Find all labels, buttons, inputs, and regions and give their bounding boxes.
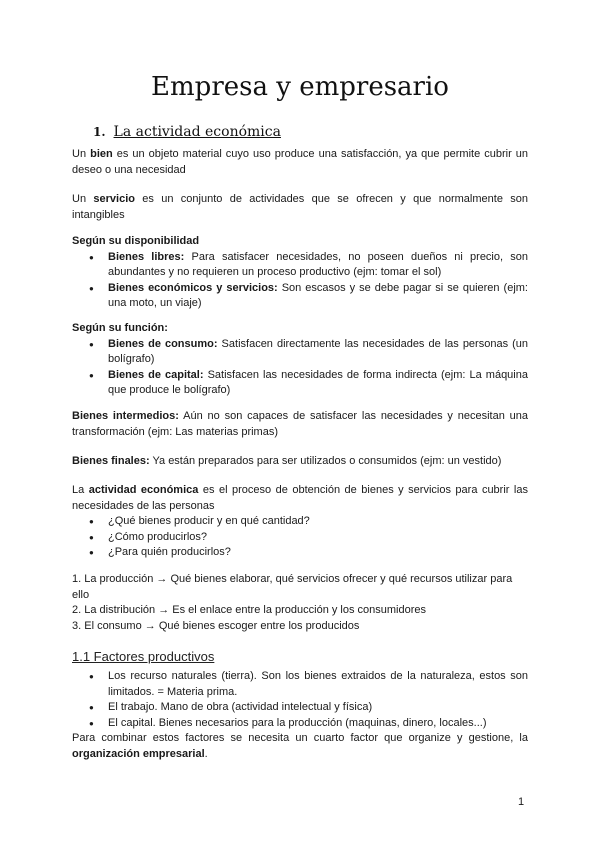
list-item: ● ¿Para quién producirlos? (72, 545, 528, 561)
numbered-item: 2. La distribución → Es el enlace entre la producción y los consumidores (72, 604, 427, 616)
text-run: Son escasos y se debe pagar si se quieren (ejm: una moto, un viaje) (108, 281, 528, 309)
bold-term: actividad económica (88, 484, 199, 496)
numbered-list (72, 572, 528, 634)
paragraph-bien (72, 147, 528, 178)
numbered-item: 3. El consumo → Qué bienes escoger entre los producidos (72, 619, 360, 632)
bullet-list-funcion (72, 337, 528, 399)
list-item: ● ¿Cómo producirlos? (72, 530, 528, 546)
bold-term: servicio (93, 193, 135, 205)
bold-term: Bienes intermedios: (72, 410, 179, 422)
bold-term: Bienes de consumo: (108, 337, 218, 350)
bold-term: Bienes finales: (72, 455, 150, 467)
bullet-list-questions (72, 514, 528, 561)
bold-term: bien (90, 148, 113, 160)
funcion-block (72, 321, 528, 399)
text-run: es un conjunto de actividades que se ofrecen y que normalmente son intangibles (72, 193, 528, 221)
section-heading-1 (93, 122, 281, 142)
list-item (72, 368, 528, 399)
text-run: Un (72, 193, 94, 205)
actividad-block (72, 483, 528, 561)
subheading-disponibilidad: Según su disponibilidad (72, 235, 200, 247)
subheading-funcion: Según su función: (72, 322, 168, 334)
paragraph-intermedios (72, 409, 528, 440)
text-run: es el proceso de obtención de bienes y servicios para cubrir las necesidades de las personas (72, 484, 528, 512)
page-title: Empresa y empresario (151, 72, 449, 102)
bold-term: Bienes libres: (108, 250, 185, 263)
text-run: La (72, 484, 89, 496)
text-run: es un objeto material cuyo uso produce una satisfacción, ya que permite cubrir un deseo o una necesidad (72, 148, 528, 176)
paragraph-combinar (72, 731, 528, 762)
text-run: Ya están preparados para ser utilizados o consumidos (ejm: un vestido) (149, 455, 502, 467)
bullet-list-disponibilidad (72, 250, 528, 312)
list-item (72, 281, 528, 312)
list-item: ● El trabajo. Mano de obra (actividad intelectual y física) (72, 700, 528, 716)
text-run: Satisfacen directamente las necesidades de las personas (un bolígrafo) (108, 337, 528, 365)
paragraph-finales (72, 454, 528, 470)
section-number: 1. (93, 125, 106, 139)
bold-term: Bienes de capital: (108, 368, 204, 381)
section-heading-1-1: 1.1 Factores productivos (72, 649, 215, 664)
text-run: Satisfacen las necesidades de forma indirecta (ejm: La máquina que produce le bolígrafo) (108, 368, 528, 396)
page-number: 1 (518, 796, 525, 808)
factores-block (72, 669, 528, 762)
disponibilidad-block (72, 234, 528, 312)
list-item (72, 250, 528, 281)
list-item: ● Los recurso naturales (tierra). Son los bienes extraidos de la naturaleza, estos son limitados. = Materia prima. (72, 669, 528, 700)
text-run: Para combinar estos factores se necesita un cuarto factor que organize y gestione, la (72, 732, 528, 744)
paragraph-actividad (72, 483, 528, 514)
text-run: Aún no son capaces de satisfacer las necesidades y necesitan una transformación (ejm: Las materias primas) (72, 410, 529, 438)
bold-term: organización empresarial (72, 747, 205, 760)
text-run: Un (72, 148, 91, 160)
section-title: La actividad económica (113, 124, 281, 140)
numbered-item: 1. La producción → Qué bienes elaborar, qué servicios ofrecer y qué recursos utilizar para ello (72, 573, 513, 601)
list-item: ● El capital. Bienes necesarios para la producción (maquinas, dinero, locales...) (72, 716, 528, 732)
list-item: ● ¿Qué bienes producir y en qué cantidad? (72, 514, 528, 530)
text-run: . (204, 747, 208, 760)
paragraph-servicio (72, 192, 528, 223)
bullet-list-factores (72, 669, 528, 731)
list-item (72, 337, 528, 368)
text-run: Para satisfacer necesidades, no poseen dueños ni precio, son abundantes y no requieren un proceso productivo (ejm: tomar el sol) (108, 250, 528, 278)
bold-term: Bienes económicos y servicios: (108, 281, 278, 294)
